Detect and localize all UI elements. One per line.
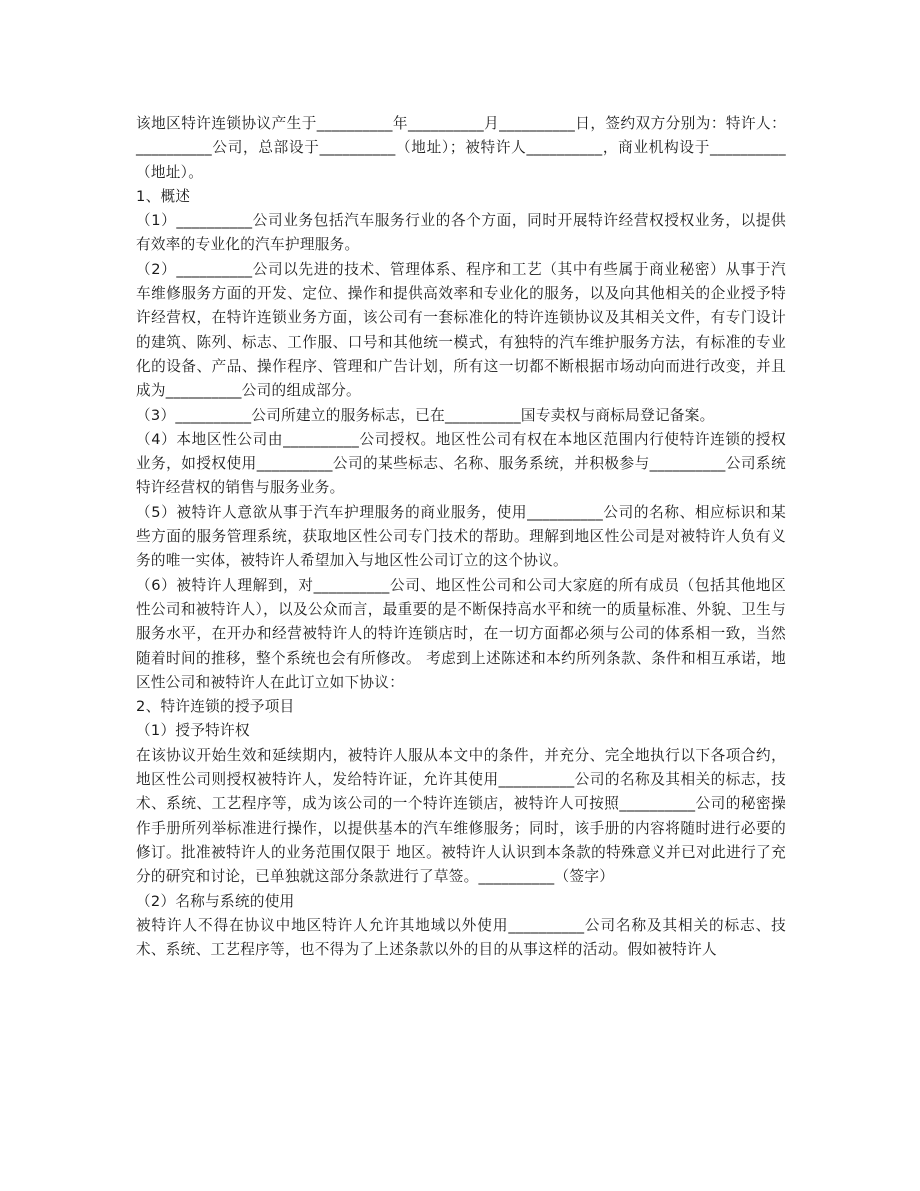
section-heading-overview: 1、概述	[136, 187, 191, 205]
document-body	[136, 112, 786, 962]
clause-1-6: （6）被特许人理解到，对__________公司、地区性公司和公司大家庭的所有成员（包括其他地区性公司和被特许人），以及公众而言，最重要的是不断保持高水平和统一的质量标准、外貌、卫生与服务水平，在开办和经营被特许人的特许连锁店时，在一切方面都必须与公司的体系相一致，当然随着时间的推移，整个系统也会有所修改。 考虑到上述陈述和本约所列条款、条件和相互承诺，地区性公司和被特许人在此订立如下协议：	[136, 576, 786, 691]
clause-2-2-body: 被特许人不得在协议中地区特许人允许其地域以外使用__________公司名称及其相关的标志、技术、系统、工艺程序等，也不得为了上述条款以外的目的从事这样的活动。假如被特许人	[136, 916, 786, 959]
clause-1-2: （2）__________公司以先进的技术、管理体系、程序和工艺（其中有些属于商业秘密）从事于汽车维修服务方面的开发、定位、操作和提供高效率和专业化的服务，以及向其他相关的企业授予特许经营权，在特许连锁业务方面，该公司有一套标准化的特许连锁协议及其相关文件，有专门设计的建筑、陈列、标志、工作服、口号和其他统一模式，有独特的汽车维护服务方法，有标准的专业化的设备、产品、操作程序、管理和广告计划，所有这一切都不断根据市场动向而进行改变，并且成为__________公司的组成部分。	[136, 260, 786, 400]
clause-1-1: （1）__________公司业务包括汽车服务行业的各个方面，同时开展特许经营权授权业务，以提供有效率的专业化的汽车护理服务。	[136, 212, 786, 254]
clause-1-4: （4）本地区性公司由__________公司授权。地区性公司有权在本地区范围内行使特许连锁的授权业务，如授权使用__________公司的某些标志、名称、服务系统，并积极参与__________公司系统特许经营权的销售与服务业务。	[136, 430, 786, 497]
intro-paragraph: 该地区特许连锁协议产生于__________年__________月__________日，签约双方分别为：特许人：__________公司，总部设于__________（地址）；被特许人__________，商业机构设于__________（地址）。	[136, 115, 786, 181]
subheading-2-1: （1）授予特许权	[136, 722, 250, 740]
subheading-2-2: （2）名称与系统的使用	[136, 892, 295, 910]
clause-1-5: （5）被特许人意欲从事于汽车护理服务的商业服务，使用__________公司的名称、相应标识和某些方面的服务管理系统，获取地区性公司专门技术的帮助。理解到地区性公司是对被特许人负有义务的唯一实体，被特许人希望加入与地区性公司订立的这个协议。	[136, 503, 786, 570]
clause-1-3: （3）__________公司所建立的服务标志，已在__________国专卖权与商标局登记备案。	[136, 406, 715, 424]
section-heading-grant: 2、特许连锁的授予项目	[136, 698, 295, 716]
clause-2-1-body: 在该协议开始生效和延续期内，被特许人服从本文中的条件，并充分、完全地执行以下各项合约，地区性公司则授权被特许人，发给特许证，允许其使用__________公司的名称及其相关的标志，技术、系统、工艺程序等，成为该公司的一个特许连锁店，被特许人可按照__________公司的秘密操作手册所列举标准进行操作，以提供基本的汽车维修服务；同时，该手册的内容将随时进行必要的修订。批准被特许人的业务范围仅限于 地区。被特许人认识到本条款的特殊意义并已对此进行了充分的研究和讨论，已单独就这部分条款进行了草签。__________（签字）	[136, 746, 786, 886]
